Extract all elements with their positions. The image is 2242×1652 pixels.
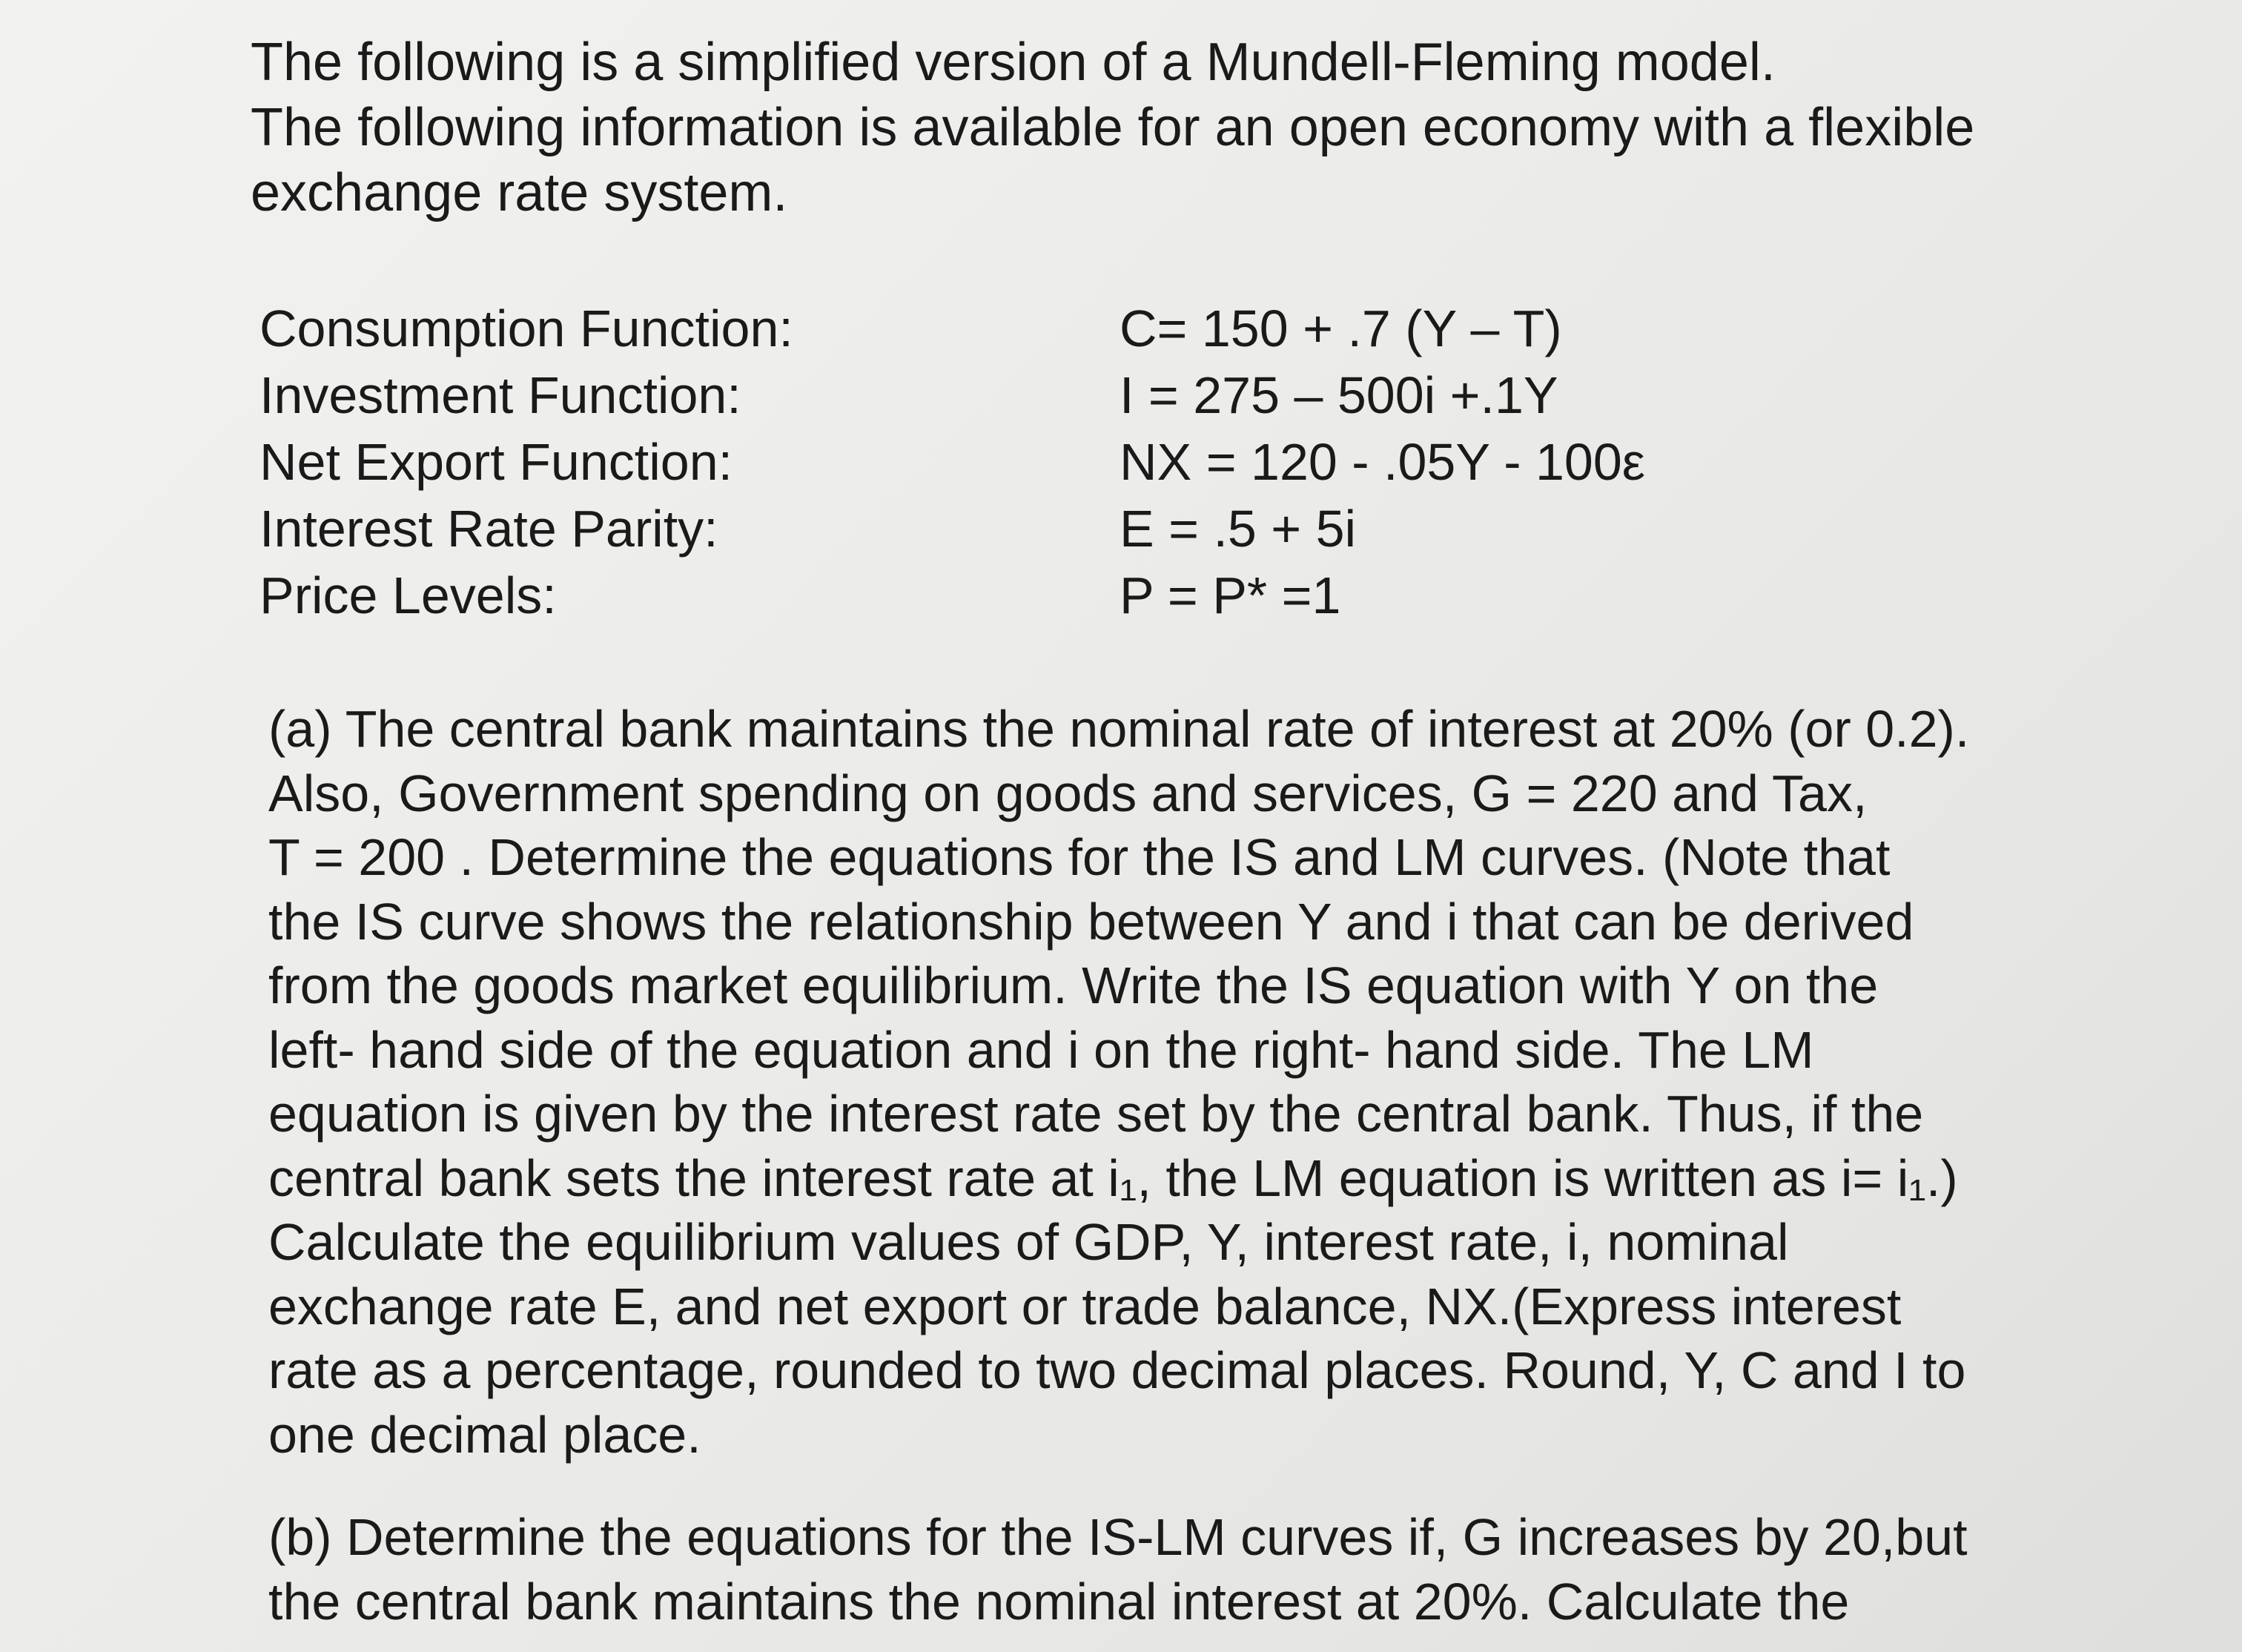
- definition-row-consumption: [259, 295, 1742, 362]
- question-b: [268, 1505, 2181, 1633]
- question-a-line: the IS curve shows the relationship between Y and i that can be derived: [268, 892, 1914, 951]
- intro-line: exchange rate system.: [251, 163, 788, 222]
- definition-equation: P = P* =1: [1120, 566, 1341, 624]
- question-a: [268, 697, 2181, 1467]
- intro-line: The following is a simplified version of a Mundell-Fleming model.: [251, 33, 1776, 92]
- definition-row-interest-parity: [259, 495, 1742, 562]
- model-definitions: [259, 295, 1742, 629]
- definition-label: Net Export Function:: [259, 433, 733, 491]
- definition-equation: NX = 120 - .05Y - 100ε: [1120, 433, 1645, 491]
- question-b-line: (b) Determine the equations for the IS-LM curves if, G increases by 20,but: [268, 1508, 1968, 1566]
- definition-label: Investment Function:: [259, 366, 741, 424]
- definition-row-price-levels: [259, 562, 1742, 629]
- question-a-line: (a) The central bank maintains the nominal rate of interest at 20% (or 0.2).: [268, 700, 1970, 758]
- question-a-line: equation is given by the interest rate set by the central bank. Thus, if the: [268, 1085, 1924, 1143]
- question-b-line: the central bank maintains the nominal interest at 20%. Calculate the: [268, 1572, 1850, 1630]
- definition-equation: E = .5 + 5i: [1120, 500, 1357, 558]
- definition-label: Interest Rate Parity:: [259, 500, 718, 558]
- definition-row-investment: [259, 362, 1742, 429]
- question-a-line: Also, Government spending on goods and services, G = 220 and Tax,: [268, 764, 1868, 822]
- question-a-line: T = 200 . Determine the equations for the IS and LM curves. (Note that: [268, 828, 1891, 886]
- question-a-line: Calculate the equilibrium values of GDP, Y, interest rate, i, nominal: [268, 1213, 1789, 1271]
- question-a-line: left- hand side of the equation and i on the right- hand side. The LM: [268, 1020, 1814, 1079]
- intro-line: The following information is available for an open economy with a flexible: [251, 98, 1975, 157]
- definition-label: Price Levels:: [259, 566, 557, 624]
- question-a-line: exchange rate E, and net export or trade balance, NX.(Express interest: [268, 1277, 1902, 1335]
- definition-row-net-export: [259, 429, 1742, 495]
- question-a-line: rate as a percentage, rounded to two decimal places. Round, Y, C and I to: [268, 1341, 1966, 1399]
- question-a-line: from the goods market equilibrium. Write the IS equation with Y on the: [268, 956, 1879, 1014]
- question-a-line: one decimal place.: [268, 1405, 701, 1464]
- definition-equation: C= 150 + .7 (Y – T): [1120, 300, 1562, 357]
- definition-equation: I = 275 – 500i +.1Y: [1120, 366, 1558, 424]
- intro-paragraph: [251, 30, 2149, 225]
- definition-label: Consumption Function:: [259, 300, 793, 357]
- question-a-line: central bank sets the interest rate at i₁, the LM equation is written as i= i₁.): [268, 1149, 1958, 1207]
